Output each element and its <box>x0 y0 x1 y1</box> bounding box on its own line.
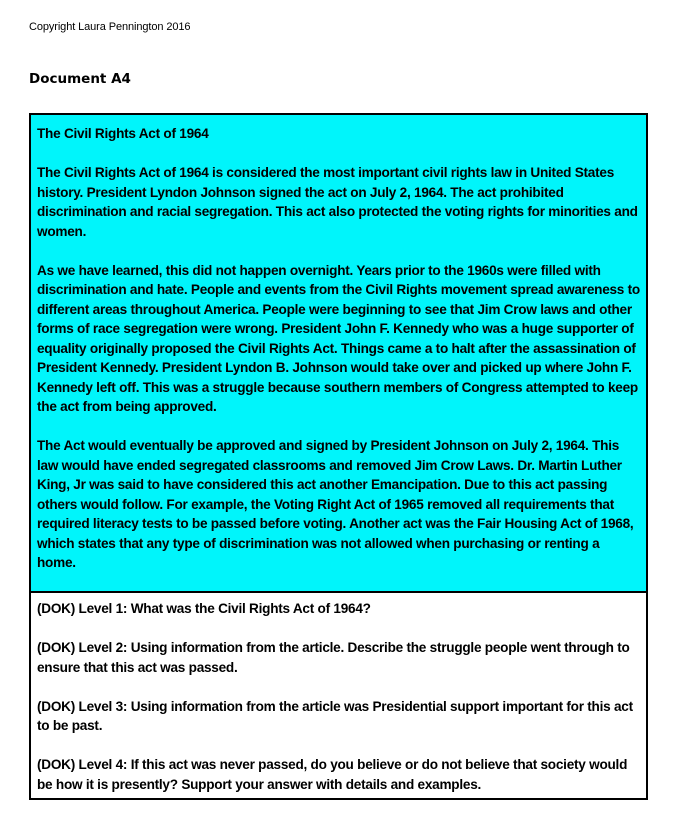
article-title: The Civil Rights Act of 1964 <box>37 126 209 141</box>
copyright-notice: Copyright Laura Pennington 2016 <box>29 21 191 33</box>
question-dok-level-3: (DOK) Level 3: Using information from the article was Presidential support important for this act to be past. <box>37 698 633 733</box>
article-paragraph-3: The Act would eventually be approved and signed by President Johnson on July 2, 1964. This law would have ended segregated classrooms and removed Jim Crow Laws. Dr. Martin Luther King, Jr was said to have considered this act another Emancipation. Due to this act passing others would follow. For example, the Voting Right Act of 1965 removed all requirements that required literacy tests to be passed before voting. Another act was the Fair Housing Act of 1968, which states that any type of discrimination was not allowed when purchasing or renting a home. <box>37 438 634 570</box>
article-section <box>31 115 646 593</box>
question-dok-level-4: (DOK) Level 4: If this act was never passed, do you believe or do not believe that society would be how it is presently? Support your answer with details and examples. <box>37 757 628 792</box>
article-paragraph-2: As we have learned, this did not happen overnight. Years prior to the 1960s were filled with discrimination and hate. People and events from the Civil Rights movement spread awareness to different areas throughout America. People were beginning to see that Jim Crow laws and other forms of race segregation were wrong. President John F. Kennedy who was a huge supporter of equality originally proposed the Civil Rights Act. Things came a to halt after the assassination of President Kennedy. President Lyndon B. Johnson would take over and picked up where John F. Kennedy left off. This was a struggle because southern members of Congress attempted to keep the act from being approved. <box>37 262 640 414</box>
question-dok-level-1: (DOK) Level 1: What was the Civil Rights Act of 1964? <box>37 601 371 616</box>
questions-section <box>31 593 646 798</box>
article-paragraph-1: The Civil Rights Act of 1964 is considered the most important civil rights law in United States history. President Lyndon Johnson signed the act on July 2, 1964. The act prohibited discrimination and racial segregation. This act also protected the voting rights for minorities and women. <box>37 165 638 239</box>
document-table <box>29 113 648 800</box>
document-label: Document A4 <box>29 71 131 87</box>
question-dok-level-2: (DOK) Level 2: Using information from the article. Describe the struggle people went through to ensure that this act was passed. <box>37 640 630 675</box>
